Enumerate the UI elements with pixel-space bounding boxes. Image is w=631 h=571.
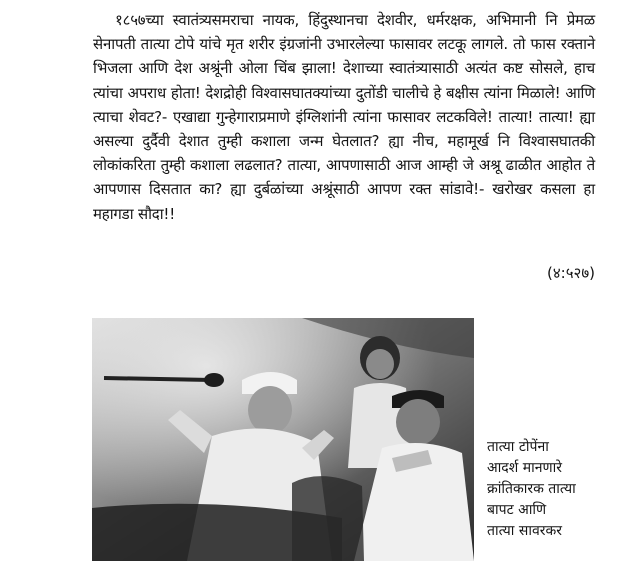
historical-photograph (92, 318, 474, 561)
caption-line: बापट आणि (487, 502, 547, 518)
body-paragraph: १८५७च्या स्वातंत्र्यसमराचा नायक, हिंदुस्थानचा देशवीर, धर्मरक्षक, अभिमानी नि प्रेमळ सेनापती तात्या टोपे यांचे मृत शरीर इंग्रजांनी उभारलेल्या फासावर लटकू लागले. तो फास रक्ताने भिजला आणि देश अश्रूंनी ओला चिंब झाला! देशाच्या स्वातंत्र्यासाठी अत्यंत कष्ट सोसले, हाच त्यांचा अपराध होता! देशद्रोही विश्वासघातक्यांच्या दुतोंडी चालीचे हे बक्षीस त्यांना मिळाले! आणि त्याचा शेवट?- एखाद्या गुन्हेगाराप्रमाणे इंग्लिशांनी त्यांना फासावर लटकविले! तात्या! तात्या! ह्या असल्या दुर्दैवी देशात तुम्ही कशाला जन्म घेतलात? ह्या नीच, महामूर्ख नि विश्वासघातकी लोकांकरिता तुम्ही कशाला लढलात? तात्या, आपणासाठी आज आम्ही जे अश्रू ढाळीत आहोत ते आपणास दिसतात का? ह्या दुर्बळांच्या अश्रूंसाठी आपण रक्त सांडावे!- खरोखर कसला हा महागडा सौदा!! (93, 11, 595, 223)
caption-line: आदर्श मानणारे (487, 460, 562, 476)
photograph-illustration (92, 318, 474, 561)
citation-reference: (४:५२७) (547, 264, 595, 282)
caption-line: तात्या सावरकर (487, 523, 562, 539)
caption-line: तात्या टोपेंना (487, 439, 549, 455)
caption-line: क्रांतिकारक तात्या (487, 481, 576, 497)
photo-caption (487, 437, 627, 542)
